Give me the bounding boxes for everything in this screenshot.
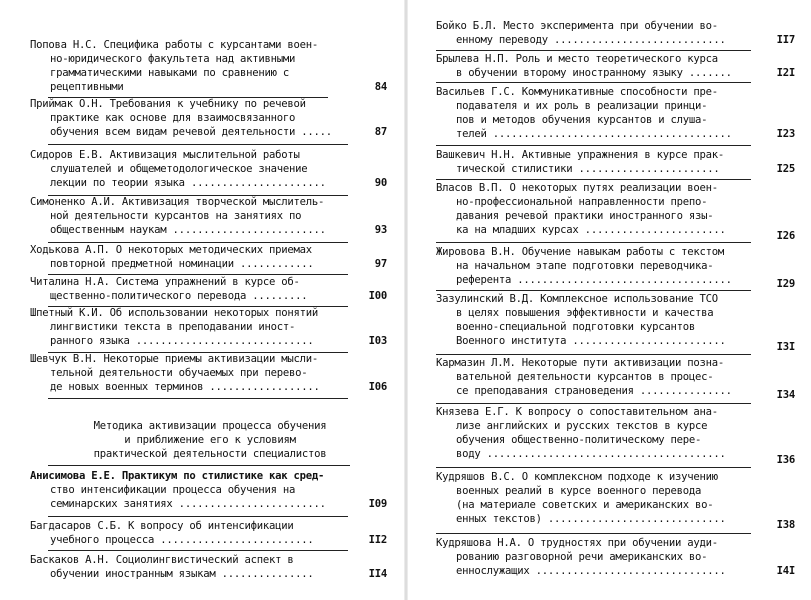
toc-entry-line: Брылева Н.П. Роль и место теоретического курса [436, 53, 718, 65]
toc-entry-line: Баскаков А.Н. Социолингвистический аспект в [30, 554, 294, 566]
page-number: I03 [368, 335, 387, 347]
toc-entry-line: Багдасаров С.Б. К вопросу об интенсификации [30, 520, 294, 532]
toc-entry-line: Зазулинский В.Д. Комплексное использование ТСО [436, 293, 718, 305]
page-number: 93 [374, 224, 387, 236]
toc-entry [30, 244, 387, 274]
toc-entry-line: Кудряшова Н.А. О трудностях при обучении ауди- [436, 537, 718, 549]
toc-entry [30, 353, 387, 397]
toc-entry-line: обучения общественно-политическому пере- [456, 434, 702, 446]
left-page [0, 0, 405, 600]
toc-entry-line: военно-специальной подготовки курсантов [456, 321, 695, 333]
toc-entry-line: в целях повышения эффективности и качества [456, 307, 714, 319]
toc-entry-line: но-юридического факультета над активными [50, 53, 296, 65]
toc-entry [30, 39, 387, 95]
toc-entry-line: щественно-политического перевода ......... [50, 290, 308, 302]
toc-entry [436, 20, 795, 50]
toc-entry-line: вательной деятельности курсантов в процес- [456, 371, 714, 383]
toc-entry-line: рецептивными [50, 81, 124, 93]
toc-entry-line: слушателей и общеметодологическое значение [50, 163, 308, 175]
toc-entry-line: Князева Е.Г. К вопросу о сопоставительном ана- [436, 406, 718, 418]
toc-entry-line: Сидоров Е.В. Активизация мыслительной работы [30, 149, 300, 161]
toc-entry-line: семинарских занятиях ........................ [50, 498, 326, 510]
toc-entry-line: Ходькова А.П. О некоторых методических приемах [30, 244, 312, 256]
toc-entry-line: но-профессиональной направленности препо- [456, 196, 708, 208]
entry-rule [436, 403, 751, 404]
entry-rule [436, 145, 751, 146]
toc-entry [436, 357, 795, 401]
entry-rule [436, 50, 751, 51]
section-rule [48, 465, 350, 466]
toc-entry [30, 307, 387, 351]
entry-rule [436, 533, 751, 534]
toc-entry-line: лизе английских и русских текстов в курсе [456, 420, 708, 432]
page-number: I38 [776, 519, 795, 531]
toc-entry-line: ной деятельности курсантов на занятиях по [50, 210, 302, 222]
toc-entry-line: лингвистики текста в преподавании иност- [50, 321, 296, 333]
toc-entry-line: енному переводу ............................ [456, 34, 726, 46]
toc-entry [30, 196, 387, 240]
entry-rule [436, 242, 751, 243]
toc-entry-line: референта ................................... [456, 274, 732, 286]
entry-rule [436, 467, 751, 468]
toc-entry [30, 520, 387, 550]
page-number: 90 [374, 177, 387, 189]
toc-entry-line: Бойко Б.Л. Место эксперимента при обучении во- [436, 20, 718, 32]
toc-entry [30, 149, 387, 193]
toc-entry-line: се преподавания страноведения ............... [456, 385, 732, 397]
page-number: I34 [776, 389, 795, 401]
toc-entry-line: Попова Н.С. Специфика работы с курсантами воен- [30, 39, 319, 51]
toc-entry-line: Шпетный К.И. Об использовании некоторых понятий [30, 307, 319, 319]
entry-rule [436, 82, 751, 83]
toc-entry-line: военных реалий в курсе военного перевода [456, 485, 702, 497]
page-number: II7 [776, 34, 795, 46]
page-number: I09 [368, 498, 387, 510]
toc-entry-line: тической стилистики ....................... [456, 163, 720, 175]
toc-entry-line: подавателя и их роль в реализации принци- [456, 100, 708, 112]
toc-entry-line: ка на младших курсах ....................... [456, 224, 726, 236]
toc-entry-line: рованию разговорной речи американских во- [456, 551, 708, 563]
page-number: I2I [776, 67, 795, 79]
page-number: II2 [368, 534, 387, 546]
toc-entry-line: пов и методов обучения курсантов и слуша- [456, 114, 708, 126]
page-number: I36 [776, 454, 795, 466]
toc-entry-line: Кудряшов В.С. О комплексном подходе к изучению [436, 471, 718, 483]
entry-rule [48, 398, 348, 399]
toc-entry [436, 246, 795, 290]
toc-entry-line: ранного языка ............................. [50, 335, 314, 347]
toc-entry-line: Приймак О.Н. Требования к учебнику по речевой [30, 98, 306, 110]
toc-entry [30, 276, 387, 306]
section-heading-line: практической деятельности специалистов [93, 448, 327, 460]
page-number: 87 [374, 126, 387, 138]
toc-entry-line: обучения всем видам речевой деятельности ..... [50, 126, 332, 138]
page-number: I29 [776, 278, 795, 290]
toc-entry [30, 98, 387, 142]
entry-rule [436, 354, 751, 355]
section-heading-line: Методика активизации процесса обучения [93, 420, 327, 432]
toc-entry [436, 537, 795, 581]
toc-entry-line: в обучении второму иностранному языку ....... [456, 67, 732, 79]
section-heading [60, 419, 360, 461]
toc-entry-line: практике как основе для взаимосвязанного [50, 112, 296, 124]
toc-entry [436, 293, 795, 351]
toc-entry-line: Шевчук В.Н. Некоторые приемы активизации мысли- [30, 353, 319, 365]
entry-rule [436, 290, 751, 291]
entry-rule [436, 179, 751, 180]
toc-entry-line: Жировова В.Н. Обучение навыкам работы с текстом [436, 246, 725, 258]
toc-entry-line: еннослужащих ............................... [456, 565, 726, 577]
toc-entry-line: общественным наукам ......................... [50, 224, 326, 236]
toc-entry-line: Власов В.П. О некоторых путях реализации воен- [436, 182, 718, 194]
page-number: II4 [368, 568, 387, 580]
toc-entry-line: лекции по теории языка ...................... [50, 177, 326, 189]
page-number: I25 [776, 163, 795, 175]
toc-entry-line: Вашкевич Н.Н. Активные упражнения в курсе прак- [436, 149, 725, 161]
right-page [406, 0, 811, 600]
toc-entry-line: Васильев Г.С. Коммуникативные способности пре- [436, 86, 718, 98]
page-number: 97 [374, 258, 387, 270]
toc-entry [436, 86, 795, 144]
toc-entry [436, 471, 795, 529]
entry-rule [48, 144, 348, 145]
entry-rule [48, 516, 348, 517]
toc-entry-line: тельной деятельности обучаемых при перево- [50, 367, 308, 379]
toc-entry-line: (на материале советских и американских во- [456, 499, 714, 511]
toc-entry-line: воду ....................................... [456, 448, 726, 460]
page-number: I3I [776, 341, 795, 353]
toc-entry-line: телей ....................................... [456, 128, 732, 140]
page-number: I00 [368, 290, 387, 302]
toc-entry-line: Читалина Н.А. Система упражнений в курсе об- [30, 276, 300, 288]
toc-entry-line: обучении иностранным языкам ............... [50, 568, 314, 580]
toc-entry-line: Анисимова Е.Е. Практикум по стилистике как сред- [30, 470, 325, 482]
toc-entry [436, 406, 795, 464]
toc-entry [30, 470, 387, 514]
page-number: 84 [374, 81, 387, 93]
toc-entry [436, 149, 795, 179]
toc-entry-line: ство интенсификации процесса обучения на [50, 484, 296, 496]
entry-rule [48, 550, 348, 551]
page-number: I4I [776, 565, 795, 577]
page-number: I26 [776, 230, 795, 242]
toc-entry [30, 554, 387, 584]
entry-rule [48, 242, 348, 243]
page-number: I23 [776, 128, 795, 140]
toc-entry-line: енных текстов) ............................. [456, 513, 726, 525]
page-number: I06 [368, 381, 387, 393]
section-heading-line: и приближение его к условиям [124, 434, 296, 446]
toc-entry-line: Военного института ......................... [456, 335, 726, 347]
toc-entry [436, 182, 795, 240]
entry-rule [48, 274, 348, 275]
toc-entry-line: грамматическими навыками по сравнению с [50, 67, 289, 79]
toc-entry-line: Кармазин Л.М. Некоторые пути активизации позна- [436, 357, 725, 369]
toc-entry-line: на начальном этапе подготовки переводчика- [456, 260, 714, 272]
toc-entry-line: учебного процесса ......................... [50, 534, 314, 546]
toc-entry-line: повторной предметной номинации ............ [50, 258, 314, 270]
toc-entry-line: Симоненко А.И. Активизация творческой мыслитель- [30, 196, 325, 208]
toc-entry-line: де новых военных терминов .................. [50, 381, 320, 393]
toc-entry [436, 53, 795, 83]
toc-entry-line: давания речевой практики иностранного язы- [456, 210, 714, 222]
